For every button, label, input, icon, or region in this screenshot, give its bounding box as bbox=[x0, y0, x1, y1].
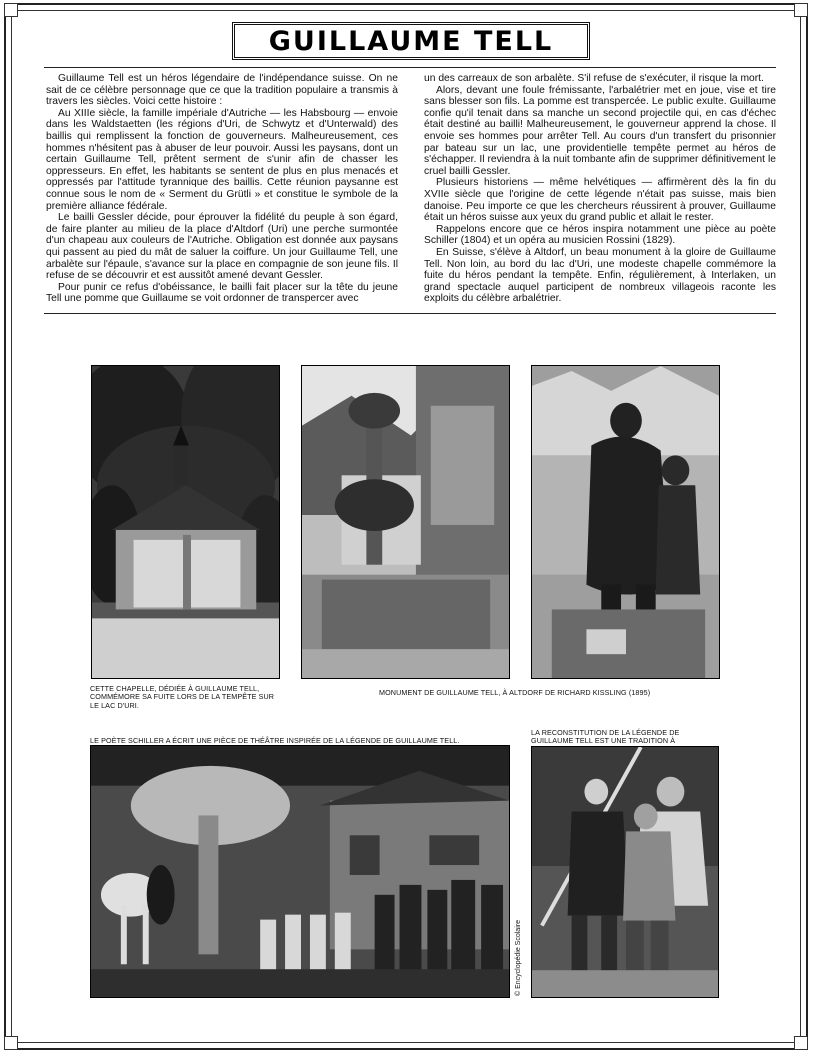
paragraph: Rappelons encore que ce héros inspira notamment une pièce au poète Schiller (1804) et un opéra au musicien Rossini (1829). bbox=[424, 223, 776, 247]
paragraph: Alors, devant une foule frémissante, l'arbalétrier met en joue, vise et tire sans blesser son fils. La pomme est transpercée. Le public exulte. Guillaume confie qu'il tenait dans sa manche un second projectile qui, en cas d'échec était destiné au bailli! Malheureusement, le gouverneur apprend la chose. Il envoie ses hommes pour arrêter Tell. Au cours d'un transfert du prisonnier par bateau sur un lac, une providentielle tempête permet au héros de s'échapper. Il reviendra à la nuit tombante afin de supprimer définitivement le cruel bailli Gessler. bbox=[424, 84, 776, 177]
paragraph: Le bailli Gessler décide, pour éprouver la fidélité du peuple à son égard, de faire planter au milieu de la place d'Altdorf (Uri) une perche surmontée d'un chapeau aux couleurs de l'Autriche. Obligation est donnée aux paysans qui passent au pied du mât de saluer la coiffure. Un jour Guillaume Tell, une arbalète sur l'épaule, s'avance sur la place en compagnie de son jeune fils. Il refuse de se découvrir et est aussitôt amené devant Gessler. bbox=[46, 212, 398, 282]
schiller-caption: LE POÈTE SCHILLER A ÉCRIT UNE PIÈCE DE THÉÂTRE INSPIRÉE DE LA LÉGENDE DE GUILLAUME TELL. bbox=[90, 736, 460, 745]
frame-corner bbox=[794, 1036, 808, 1050]
credit-text: © Encyclopédie Scolaire bbox=[515, 920, 522, 996]
paragraph: un des carreaux de son arbalète. S'il refuse de s'exécuter, il risque la mort. bbox=[424, 73, 764, 84]
paragraph: En Suisse, s'élève à Altdorf, un beau monument à la gloire de Guillaume Tell. Non loin, au bord du lac d'Uri, une modeste chapelle commémore la fuite du héros pendant la tempête. Enfin, régulièrement, à Interlaken, un grand spectacle auquel participent de nombreux villageois raconte les exploits du célèbre arbalétrier. bbox=[424, 246, 776, 305]
chapel-caption: CETTE CHAPELLE, DÉDIÉE À GUILLAUME TELL, COMMÉMORE SA FUITE LORS DE LA TEMPÊTE SUR LE LAC D'URI. bbox=[90, 684, 275, 710]
page-title: GUILLAUME TELL bbox=[268, 25, 554, 57]
monument-caption: MONUMENT DE GUILLAUME TELL, À ALTDORF DE RICHARD KISSLING (1895) bbox=[379, 688, 651, 697]
article-column-left bbox=[46, 73, 398, 305]
chapel-photo bbox=[91, 365, 280, 679]
fountain-photo bbox=[301, 365, 510, 679]
frame-corner bbox=[4, 1036, 18, 1050]
article-column-right bbox=[424, 73, 776, 305]
stage-photo bbox=[90, 745, 510, 998]
paragraph: Guillaume Tell est un héros légendaire de l'indépendance suisse. On ne sait de ce célèbre personnage que ce que la tradition populaire a transmis à travers les siècles. Voici cette histoire : bbox=[46, 73, 398, 108]
frame-corner bbox=[4, 3, 18, 17]
statue-photo bbox=[531, 365, 720, 679]
interlaken-caption: LA RECONSTITUTION DE LA LÉGENDE DE GUILLAUME TELL EST UNE TRADITION À bbox=[531, 728, 680, 746]
paragraph: Plusieurs historiens — même helvétiques — affirmèrent dès la fin du XVIIe siècle que l'origine de cette légende n'était pas suisse, mais bien danoise. Peu importe ce que les chercheurs réussirent à prouver, Guillaume était un héros suisse aux yeux du grand public et allait le rester. bbox=[424, 177, 776, 224]
paragraph: Au XIIIe siècle, la famille impériale d'Autriche — les Habsbourg — envoie dans les Waldstaetten (les régions d'Uri, de Schwytz et d'Unterwald) des baillis qui remplissent la fonction de gouverneurs. Malheureusement, ces hommes n'hésitent pas à abuser de leur pouvoir. Aussi les paysans, dont un certain Guillaume Tell, prêtent serment de s'unir afin de chasser les oppresseurs. En effet, les habitants se sentent de plus en plus menacés et oppressés par l'attitude tyrannique des baillis. Cette réunion paysanne est connue sous le nom de « Serment du Grütli » et constitue le symbole de la première alliance fédérale. bbox=[46, 107, 398, 212]
paragraph: Pour punir ce refus d'obéissance, le bailli fait placer sur la tête du jeune Tell une pomme que Guillaume se voit ordonner de transpercer avec bbox=[46, 281, 398, 305]
copyright-credit bbox=[513, 900, 525, 1000]
divider bbox=[44, 67, 776, 68]
interlaken-photo bbox=[531, 746, 719, 998]
divider bbox=[44, 313, 776, 314]
title-box bbox=[232, 22, 590, 60]
frame-corner bbox=[794, 3, 808, 17]
